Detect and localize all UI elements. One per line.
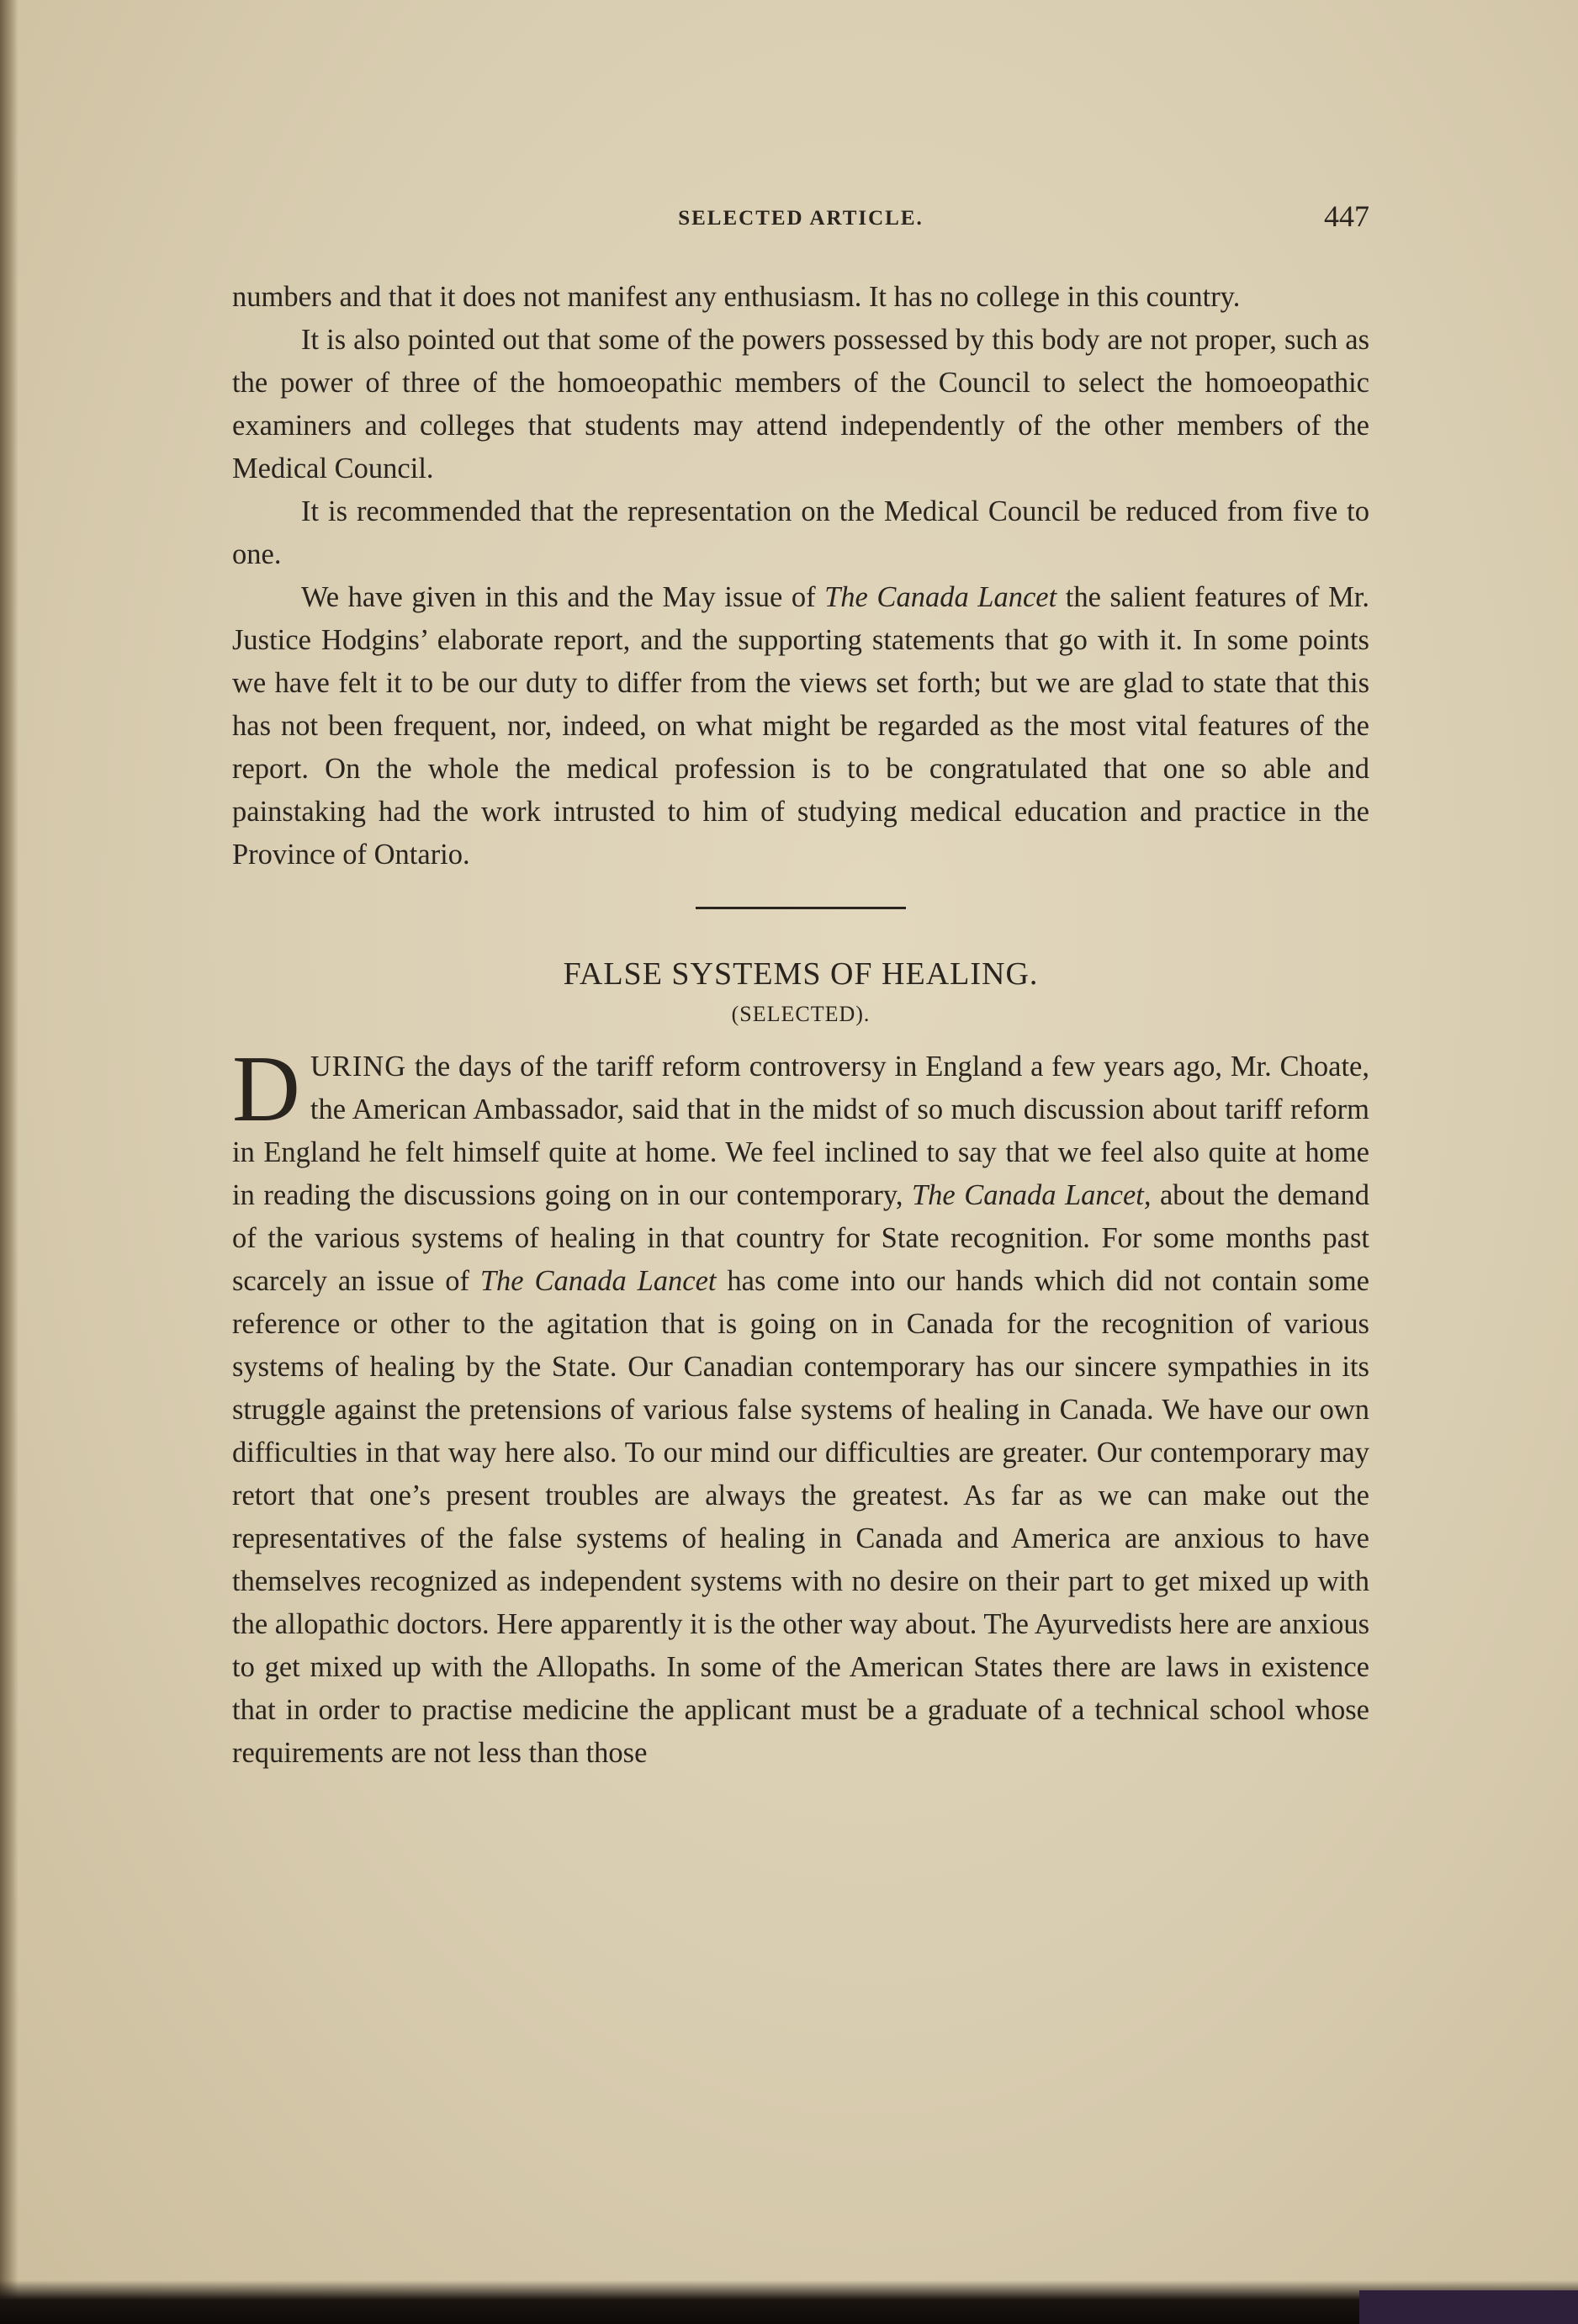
book-binding-edge — [0, 0, 19, 2324]
article-text-1: the days of the tariff reform controversy in England a few years ago, Mr. Choate, the American Ambassador, said that in the midst of so much discussion about tariff reform in England he felt himself quite at home. We feel inclined to say that we feel also quite at home in reading the discussions going on in our contemporary, — [232, 1051, 1369, 1211]
article-text-3: has come into our hands which did not contain some reference or other to the agitation that is going on in Canada for the recognition of various systems of healing by the State. Our Canadian contemporary has our sincere sympathies in its struggle against the pretensions of various false systems of healing in Canada. We have our own difficulties in that way here also. To our mind our difficulties are greater. Our contemporary may retort that one’s present troubles are always the greatest. As far as we can make out the representatives of the false systems of healing in Canada and America are anxious to have themselves recognized as independent systems with no desire on their part to get mixed up with the allopathic doctors. Here apparently it is the other way about. The Ayurvedists here are anxious to get mixed up with the Allopaths. In some of the American States there are laws in existence that in order to practise medicine the applicant must be a graduate of a technical school whose requirements are not less than those — [232, 1265, 1369, 1769]
page-bottom-shadow — [0, 2280, 1578, 2324]
article-text-2: about the demand of the various systems of healing in that country for State recognition. For some months past scarcely an issue of — [232, 1179, 1369, 1297]
journal-title-italic: The Canada Lancet — [479, 1265, 717, 1297]
section-divider — [696, 907, 906, 909]
article-first-paragraph — [232, 1037, 1369, 1775]
journal-title-italic: The Canada Lancet, — [911, 1179, 1152, 1211]
background-cloth — [1359, 2290, 1578, 2324]
summary-text-2: the salient features of Mr. Justice Hodgins’ elaborate report, and the supporting statements that go with it. In some points we have felt it to be our duty to differ from the views set forth; but we are glad to state that this has not been frequent, nor, indeed, on what might be regarded as the most vital features of the report. On the whole the medical profession is to be congratulated that one so able and painstaking had the work intrusted to him of studying medical education and practice in the Province of Ontario. — [232, 581, 1369, 871]
running-title: SELECTED ARTICLE. — [678, 207, 924, 230]
page-number: 447 — [1324, 199, 1369, 233]
paragraph-powers: It is also pointed out that some of the powers possessed by this body are not proper, such as the power of three of the homoeopathic members of the Council to select the homoeopathic examiners and colleges that students may attend independently of the other members of the Medical Council. — [232, 324, 1369, 484]
summary-text-1: We have given in this and the May issue of — [301, 581, 825, 613]
page-body — [232, 276, 1369, 1775]
paragraph-summary — [232, 576, 1369, 876]
paragraph-continuation: numbers and that it does not manifest any enthusiasm. It has no college in this country. — [232, 281, 1241, 313]
article-title: FALSE SYSTEMS OF HEALING. — [563, 956, 1039, 992]
running-header — [232, 192, 1369, 242]
paragraph-representation: It is recommended that the representation on the Medical Council be reduced from five to one. — [232, 495, 1369, 570]
article-first-word: URING — [310, 1051, 407, 1083]
article-subtitle: (SELECTED). — [731, 1002, 871, 1026]
journal-title-italic: The Canada Lancet — [824, 581, 1057, 613]
drop-cap-letter: D — [232, 1037, 300, 1141]
